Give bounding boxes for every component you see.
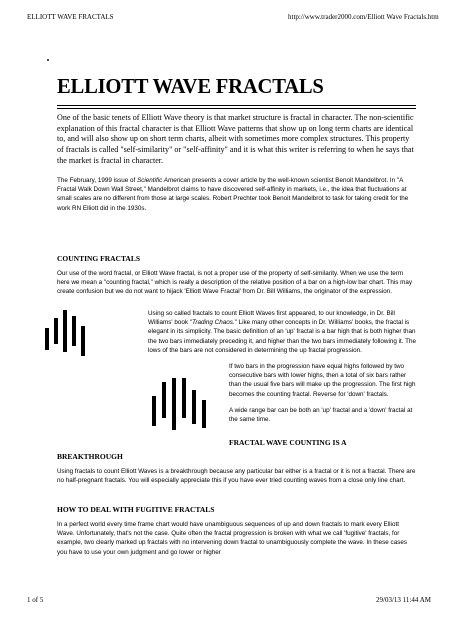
counting-p2-text-b: " Like many other concepts in Dr. Williams' books, the fractal is elegant in its simplicity. The basic definition of an 'up' fractal is a bar high that is both higher than the two bars immediately preceding it, and higher than the two bars immediately following it. The lows of the bars are not considered in determining the up fractal progression. — [148, 319, 416, 354]
counting-paragraph-3: If two bars in the progression have equal highs followed by two consecutive bars with lower highs, then a total of six bars rather than the usual five bars will make up the progression. The first high becomes the counting fractal. Reverse for 'down' fractals. — [229, 363, 416, 398]
page-title: ELLIOTT WAVE FRACTALS — [57, 76, 324, 98]
fractal-bar — [202, 400, 206, 428]
fractal-bar — [152, 396, 156, 426]
counting-paragraph-2 — [148, 309, 416, 355]
page-number: 1 of 5 — [27, 596, 44, 604]
mandelbrot-paragraph — [57, 176, 416, 213]
fractal-bar — [172, 378, 176, 430]
fractal-bar — [72, 316, 76, 346]
fugitive-paragraph: In a perfect world every time frame chart would have unambiguous sequences of up and down fractals to mark every Elliott Wave. Unfortunately, that's not the case. Quite often the fractal progression is broken with what we call 'fugitive' fractals, for example, two clearly marked up fractals with no intervening down fractal to unambiguously complete the wave. In these cases you have to use your own judgment and go lower or higher — [57, 521, 408, 556]
para2-journal: Scientific American — [137, 177, 191, 184]
heading-breakthrough-line2: BREAKTHROUGH — [57, 452, 123, 461]
breakthrough-paragraph: Using fractals to count Elliott Waves is a breakthrough because any particular bar either is a fractal or it is not a fractal. There are no half-pregnant fractals. You will especially appreciate this if you have ever tried counting waves from a close only line chart. — [57, 468, 416, 485]
para2-text-b: presents a cover article by the well-known scientist Benoit Mandelbrot. In "A Fractal Walk Down Wall Street," Mandelbrot claims to have discovered self-affinity in markets, i.e., the idea that fluctuations at small scales are no different from those at large scales. Robert Prechter took Benoit Mandelbrot to task for taking credit for the work RN Elliott did in the 1930s. — [57, 177, 409, 212]
heading-counting-fractals: COUNTING FRACTALS — [57, 254, 140, 263]
counting-paragraph-4: A wide range bar can be both an 'up' fractal and a 'down' fractal at the same time. — [229, 407, 413, 424]
title-rule-upper — [57, 105, 416, 106]
heading-fugitive-fractals: HOW TO DEAL WITH FUGITIVE FRACTALS — [57, 505, 215, 514]
fractal-bar — [162, 382, 166, 418]
stray-dot — [47, 59, 49, 61]
counting-p2-text-a: Using so called fractals to count Elliott Waves first appeared, to our knowledge, in Dr. Bill Williams' book " — [148, 310, 395, 327]
heading-breakthrough-line1: FRACTAL WAVE COUNTING IS A — [229, 438, 347, 447]
fractal-bar — [45, 328, 49, 350]
intro-paragraph: One of the basic tenets of Elliott Wave theory is that market structure is fractal in character. The non-scientific explanation of this fractal character is that Elliott Wave patterns that show up on long term charts are identical to, and will also show up on short term charts, albeit with sometimes more complex structures. This property of fractals is called "self-similarity" or "self-affinity" and it is what this writer is referring to when he says that the market is fractal in character. — [57, 113, 414, 165]
fractal-bar — [63, 310, 67, 352]
up-fractal-figure — [45, 310, 89, 358]
print-timestamp: 29/03/13 11:44 AM — [376, 596, 431, 604]
counting-paragraph-1: Our use of the word fractal, or Elliott Wave fractal, is not a proper use of the property of self-similarity. When we use the term here we mean a "counting fractal," which is really a description of the relative position of a bar on a high-low bar chart. This may create confusion but we do not want to hijack 'Elliott Wave Fractal' from Dr. Bill Williams, the originator of the expression. — [57, 270, 413, 296]
title-rule-lower — [57, 108, 416, 109]
header-title: ELLIOTT WAVE FRACTALS — [27, 13, 114, 21]
fractal-bar — [182, 378, 186, 418]
fractal-bar — [81, 326, 85, 356]
book-title: Trading Chaos. — [192, 319, 235, 327]
header-url: http://www.trader2000.com/Elliott Wave Fractals.htm — [288, 13, 439, 21]
fractal-bar — [54, 318, 58, 344]
para2-text-a: The February, 1999 issue of — [57, 177, 138, 184]
six-bar-fractal-figure — [152, 378, 207, 434]
fractal-bar — [192, 390, 196, 424]
